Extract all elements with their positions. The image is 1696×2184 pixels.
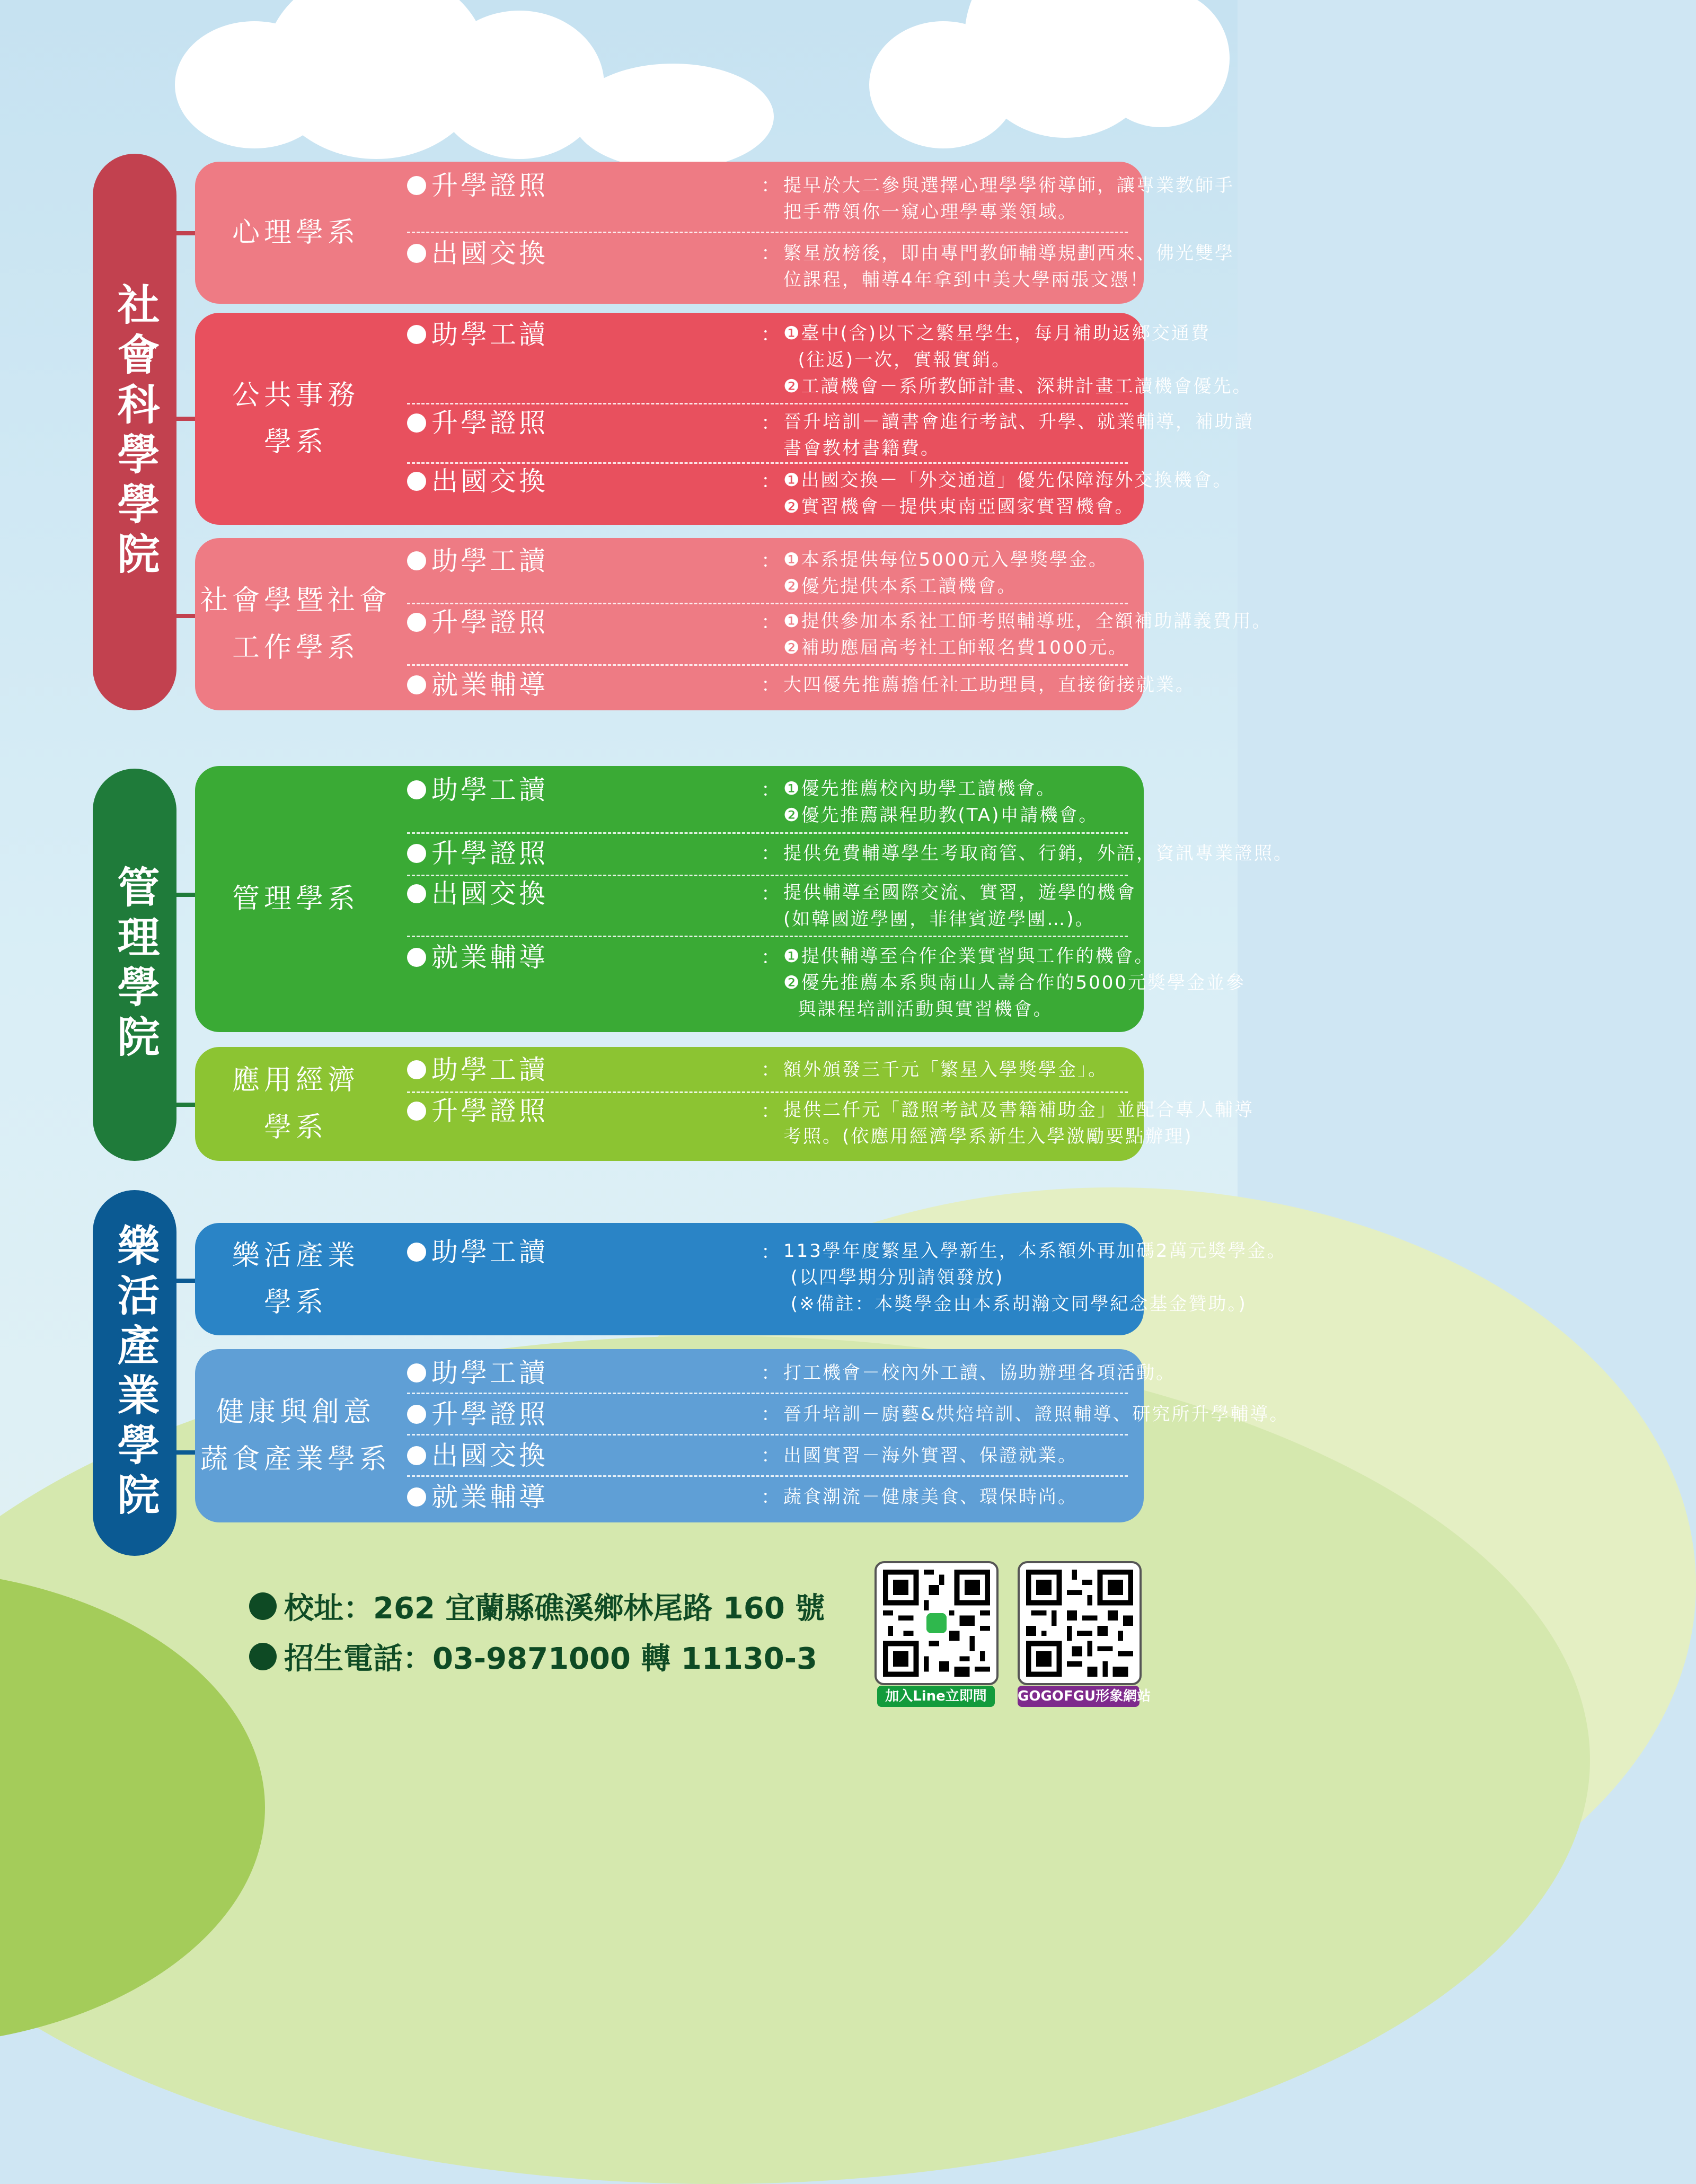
bullet-icon (407, 1102, 426, 1121)
bullet-icon (407, 472, 426, 491)
benefit-category: 助學工讀 (431, 1237, 548, 1267)
benefit-row (407, 236, 1234, 294)
connector (172, 1103, 198, 1107)
dept-name: 心理學系 (232, 216, 359, 249)
bullet-icon (407, 948, 426, 967)
dept-management (195, 766, 1293, 1032)
bullet-icon (407, 1243, 426, 1262)
dashed-divider (407, 1393, 1128, 1394)
dashed-divider (407, 832, 1128, 834)
benefit-category: 升學證照 (431, 1096, 548, 1126)
colon: ： (761, 843, 781, 865)
bullet-icon (407, 844, 426, 863)
dept-psychology (195, 162, 1234, 304)
benefit-text: ❶臺中(含)以下之繁星學生，每月補助返鄉交通費 (往返)一次，實報實銷。 ❷工讀機會－系所教師計畫、深耕計畫工讀機會優先。 (783, 323, 1252, 397)
benefit-text: 蔬食潮流－健康美食、環保時尚。 (783, 1486, 1077, 1508)
benefit-category: 出國交換 (431, 878, 548, 909)
qr-code-line[interactable] (874, 1561, 999, 1685)
connector (172, 1450, 198, 1455)
bullet-icon (249, 1592, 277, 1620)
colon: ： (761, 1059, 781, 1081)
benefit-category: 助學工讀 (431, 1054, 548, 1085)
benefit-row (407, 464, 1233, 522)
dashed-divider (407, 664, 1128, 666)
benefit-category: 出國交換 (431, 1440, 548, 1471)
dept-health-vegetarian (195, 1349, 1289, 1522)
colon: ： (761, 612, 781, 633)
benefit-row (407, 1052, 1128, 1089)
benefit-text: 繁星放榜後，即由專門教師輔導規劃西來、佛光雙學 位課程，輔導4年拿到中美大學兩張文憑！ (783, 243, 1234, 290)
colon: ： (761, 1445, 781, 1467)
colon: ： (761, 1404, 781, 1425)
benefit-category: 出國交換 (431, 238, 548, 269)
colon: ： (761, 1486, 781, 1508)
benefit-text: 提早於大二參與選擇心理學學術導師，讓專業教師手 把手帶領你一窺心理學專業領域。 (783, 175, 1234, 223)
bullet-icon (407, 1446, 426, 1465)
bullet-icon (407, 244, 426, 263)
benefit-text: 出國實習－海外實習、保證就業。 (783, 1445, 1077, 1466)
connector (172, 417, 198, 421)
benefit-text: 晉升培訓－讀書會進行考試、升學、就業輔導，補助讀 書會教材書籍費。 (783, 411, 1254, 459)
college-label: 社會科學學院 (110, 283, 160, 582)
connector (172, 893, 198, 897)
colon: ： (761, 1100, 781, 1122)
colon: ： (761, 550, 781, 572)
benefit-row (407, 406, 1254, 461)
benefit-category: 就業輔導 (431, 670, 548, 700)
benefit-row (407, 168, 1234, 226)
phone-text: 招生電話：03-9871000 轉 11130-3 (284, 1642, 817, 1676)
dashed-divider (407, 1434, 1128, 1436)
benefit-row (407, 772, 1128, 830)
benefit-category: 升學證照 (431, 170, 548, 201)
benefit-text: ❶提供參加本系社工師考照輔導班，全額補助講義費用。 ❷補助應屆高考社工師報名費1000元。 (783, 611, 1272, 658)
bullet-icon (407, 613, 426, 632)
bullet-icon (407, 413, 426, 433)
benefit-row (407, 317, 1252, 402)
dept-applied-economics (195, 1047, 1254, 1161)
bullet-icon (407, 1405, 426, 1424)
benefit-text: 提供免費輔導學生考取商管、行銷，外語，資訊專業證照。 (783, 843, 1293, 864)
colon: ： (761, 779, 781, 801)
colon: ： (761, 175, 781, 197)
dashed-divider (407, 603, 1128, 604)
dashed-divider (407, 1475, 1128, 1477)
dept-name: 健康與創意 蔬食產業學系 (200, 1396, 391, 1475)
benefit-row (407, 940, 1246, 1025)
benefit-text: 晉升培訓－廚藝&烘焙培訓、證照輔導、研究所升學輔導。 (783, 1404, 1289, 1425)
benefit-text: 113學年度繁星入學新生，本系額外再加碼2萬元獎學金。 (以四學期分別請領發放) (※備註：本獎學金由本系胡瀚文同學紀念基金贊助。) (783, 1240, 1287, 1315)
benefit-row (407, 1438, 1128, 1473)
phone-line (249, 1635, 817, 1678)
colon: ： (761, 947, 781, 968)
connector (172, 1279, 198, 1283)
college-label: 樂活產業學院 (110, 1223, 160, 1522)
colon: ： (761, 324, 781, 346)
benefit-text: ❶提供輔導至合作企業實習與工作的機會。 ❷優先推薦本系與南山人壽合作的5000元獎學金並參 與課程培訓活動與實習機會。 (783, 946, 1246, 1020)
bullet-icon (249, 1643, 277, 1670)
benefit-row (407, 667, 1195, 704)
bullet-icon (407, 884, 426, 903)
dept-name: 管理學系 (232, 883, 359, 915)
dept-name: 社會學暨社會 工作學系 (200, 585, 391, 664)
benefit-text: 提供輔導至國際交流、實習，遊學的機會 (如韓國遊學團，菲律賓遊學團…)。 (783, 882, 1136, 930)
dept-name: 公共事務 學系 (232, 379, 359, 458)
dashed-divider (407, 232, 1128, 233)
college-lohas (93, 1190, 176, 1556)
address-line (249, 1585, 825, 1627)
bullet-icon (407, 780, 426, 799)
colon: ： (761, 243, 781, 265)
address-text: 校址：262 宜蘭縣礁溪鄉林尾路 160 號 (284, 1591, 825, 1626)
benefit-row (407, 1355, 1176, 1390)
benefit-category: 升學證照 (431, 607, 548, 638)
benefit-row (407, 543, 1128, 601)
college-label: 管理學院 (110, 865, 160, 1064)
benefit-text: ❶出國交換－「外交通道」優先保障海外交換機會。 ❷實習機會－提供東南亞國家實習機會。 (783, 470, 1233, 517)
benefit-text: ❶本系提供每位5000元入學獎學金。 ❷優先提供本系工讀機會。 (783, 549, 1109, 597)
dashed-divider (407, 403, 1128, 404)
benefit-row (407, 876, 1136, 934)
colon: ： (761, 1241, 781, 1263)
benefit-category: 助學工讀 (431, 1358, 548, 1388)
colon: ： (761, 412, 781, 434)
dashed-divider (407, 1091, 1128, 1093)
cloud (435, 11, 604, 159)
bullet-icon (407, 1363, 426, 1382)
benefit-category: 助學工讀 (431, 319, 548, 350)
benefit-category: 助學工讀 (431, 545, 548, 576)
qr-code-icon (883, 1570, 990, 1677)
dashed-divider (407, 936, 1128, 937)
benefit-category: 就業輔導 (431, 1482, 548, 1512)
bullet-icon (407, 1060, 426, 1079)
connector (172, 614, 198, 618)
benefit-row (407, 1235, 1287, 1325)
bullet-icon (407, 176, 426, 195)
cloud (572, 64, 774, 170)
benefit-row (407, 1480, 1128, 1514)
bullet-icon (407, 551, 426, 570)
benefit-category: 升學證照 (431, 1399, 548, 1430)
bullet-icon (407, 675, 426, 694)
benefit-text: 大四優先推薦擔任社工助理員，直接銜接就業。 (783, 674, 1195, 695)
colon: ： (761, 471, 781, 492)
college-management (93, 769, 176, 1161)
dept-name: 樂活產業 學系 (232, 1239, 359, 1318)
benefit-row (407, 1397, 1289, 1432)
colon: ： (761, 674, 781, 696)
benefit-category: 升學證照 (431, 838, 548, 869)
college-social-sciences (93, 154, 176, 710)
benefit-text: 額外頒發三千元「繁星入學獎學金」。 (783, 1059, 1108, 1080)
qr-code-website[interactable] (1018, 1561, 1142, 1685)
benefit-category: 出國交換 (431, 466, 548, 497)
qr-line-label: 加入Line立即問 (877, 1686, 995, 1707)
colon: ： (761, 883, 781, 905)
dept-name: 應用經濟 學系 (232, 1064, 359, 1143)
colon: ： (761, 1362, 781, 1384)
benefit-text: 提供二仟元「證照考試及書籍補助金」並配合專人輔導 考照。(依應用經濟學系新生入學激勵要點辦理) (783, 1099, 1254, 1147)
benefit-row (407, 836, 1293, 873)
qr-code-icon (1026, 1570, 1133, 1677)
bullet-icon (407, 325, 426, 344)
benefit-category: 升學證照 (431, 408, 548, 438)
benefit-row (407, 1094, 1254, 1152)
benefit-category: 就業輔導 (431, 942, 548, 973)
benefit-text: 打工機會－校內外工讀、協助辦理各項活動。 (783, 1362, 1176, 1384)
dept-public-affairs (195, 313, 1254, 525)
connector (172, 231, 198, 235)
qr-web-label: GOGOFGU形象網站 (1018, 1686, 1140, 1707)
benefit-category: 助學工讀 (431, 774, 548, 805)
benefit-row (407, 605, 1272, 662)
bullet-icon (407, 1487, 426, 1507)
dept-lohas-industry (195, 1223, 1287, 1335)
benefit-text: ❶優先推薦校內助學工讀機會。 ❷優先推薦課程助教(TA)申請機會。 (783, 778, 1099, 826)
dept-sociology-social-work (195, 538, 1272, 710)
